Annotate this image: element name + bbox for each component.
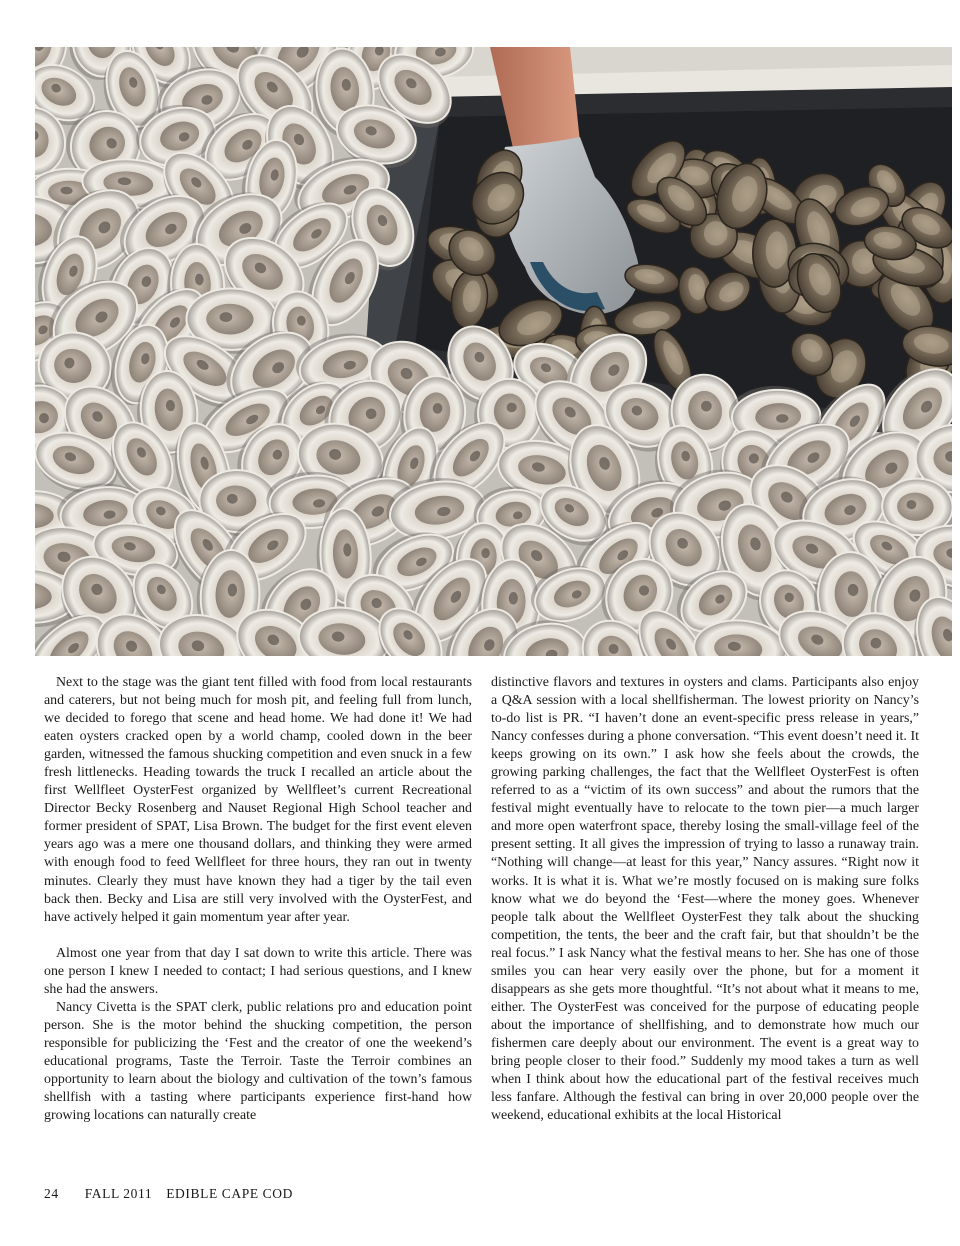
- article-paragraph: Next to the stage was the giant tent filled with food from local restaurants and caterers, but not being much for mosh pit, and feeling full from lunch, we decided to forego that scene and head home. We had done it! We had eaten oysters cracked open by a world champ, cooled down in the beer garden, witnessed the famous shucking competition and even snuck in a few fresh littlenecks. Heading towards the truck I recalled an article about the first Wellfleet OysterFest organized by Wellfleet’s current Recreational Director Becky Rosenberg and Nauset Regional High School teacher and former president of SPAT, Lisa Brown. The budget for the first event eleven years ago was a mere one thousand dollars, and thinking they were armed with enough food to feed Wellfleet for three hours, they ran out in twenty minutes. Clearly they must have known they had a tiger by the tail even back then. Becky and Lisa are still very involved with the OysterFest, and have actively helped it gain momentum year after year.: [44, 675, 472, 925]
- article-paragraph: distinctive flavors and textures in oysters and clams. Participants also enjoy a Q&A session with a local shellfisherman. The lowest priority on Nancy’s to-do list is PR. “I haven’t done an event-specific press release in years,” Nancy confesses during a phone conversation. “This event doesn’t need it. It keeps growing on its own.” I ask how she feels about the crowds, the growing parking challenges, the fact that the Wellfleet OysterFest is often referred to as a “victim of its own success” and about the rumors that the festival might eventually have to relocate to the town pier—a much larger and more open waterfront space, thereby losing the small-village feel of the present setting. It all gives the impression of trying to lasso a runaway train. “Nothing will change—at least for this year,” Nancy assures. “Right now it works. It is what it is. What we’re mostly focused on is making sure folks know what we do beyond the ‘Fest—where the money goes. Whenever people talk about the Wellfleet OysterFest they talk about the shucking competition, the tents, the beer and the craft fair, but that shouldn’t be the real focus.” I ask Nancy what the festival means to her. She has one of those smiles you can hear very easily over the phone, but for a moment it disappears as she gets more thoughtful. “It’s not about what it means to me, either. The OysterFest was conceived for the purpose of educating people about the importance of shellfishing, and to demonstrate how much our fishermen care deeply about our environment. The event is a great way to bring people closer to their food.” Suddenly my mood takes a turn as well when I think about how the educational part of the festival receives much less fanfare. Although the festival can bring in over 20,000 people over the weekend, educational exhibits at the local Historical: [491, 675, 919, 1124]
- oyster-photo: [35, 47, 952, 656]
- oyster-photo-illustration: [35, 47, 952, 656]
- page-footer: [44, 1186, 293, 1202]
- article-paragraph: Almost one year from that day I sat down to write this article. There was one person I knew I needed to contact; I had serious questions, and I knew she had the answers.: [44, 945, 472, 997]
- publication-name: EDIBLE CAPE COD: [166, 1186, 293, 1201]
- article-column-left: [44, 674, 472, 1125]
- issue-date: FALL 2011: [84, 1186, 153, 1201]
- article-paragraph: Nancy Civetta is the SPAT clerk, public relations pro and education point person. She is the motor behind the shucking competition, the person responsible for publicizing the ‘Fest and the creator of one the weekend’s educational programs, Taste the Terroir. Taste the Terroir combines an opportunity to learn about the biology and cultivation of the town’s famous shellfish with a tasting where participants experience first-hand how growing locations can naturally create: [44, 999, 472, 1124]
- article-column-right: [491, 674, 919, 1125]
- page-number: 24: [44, 1186, 59, 1201]
